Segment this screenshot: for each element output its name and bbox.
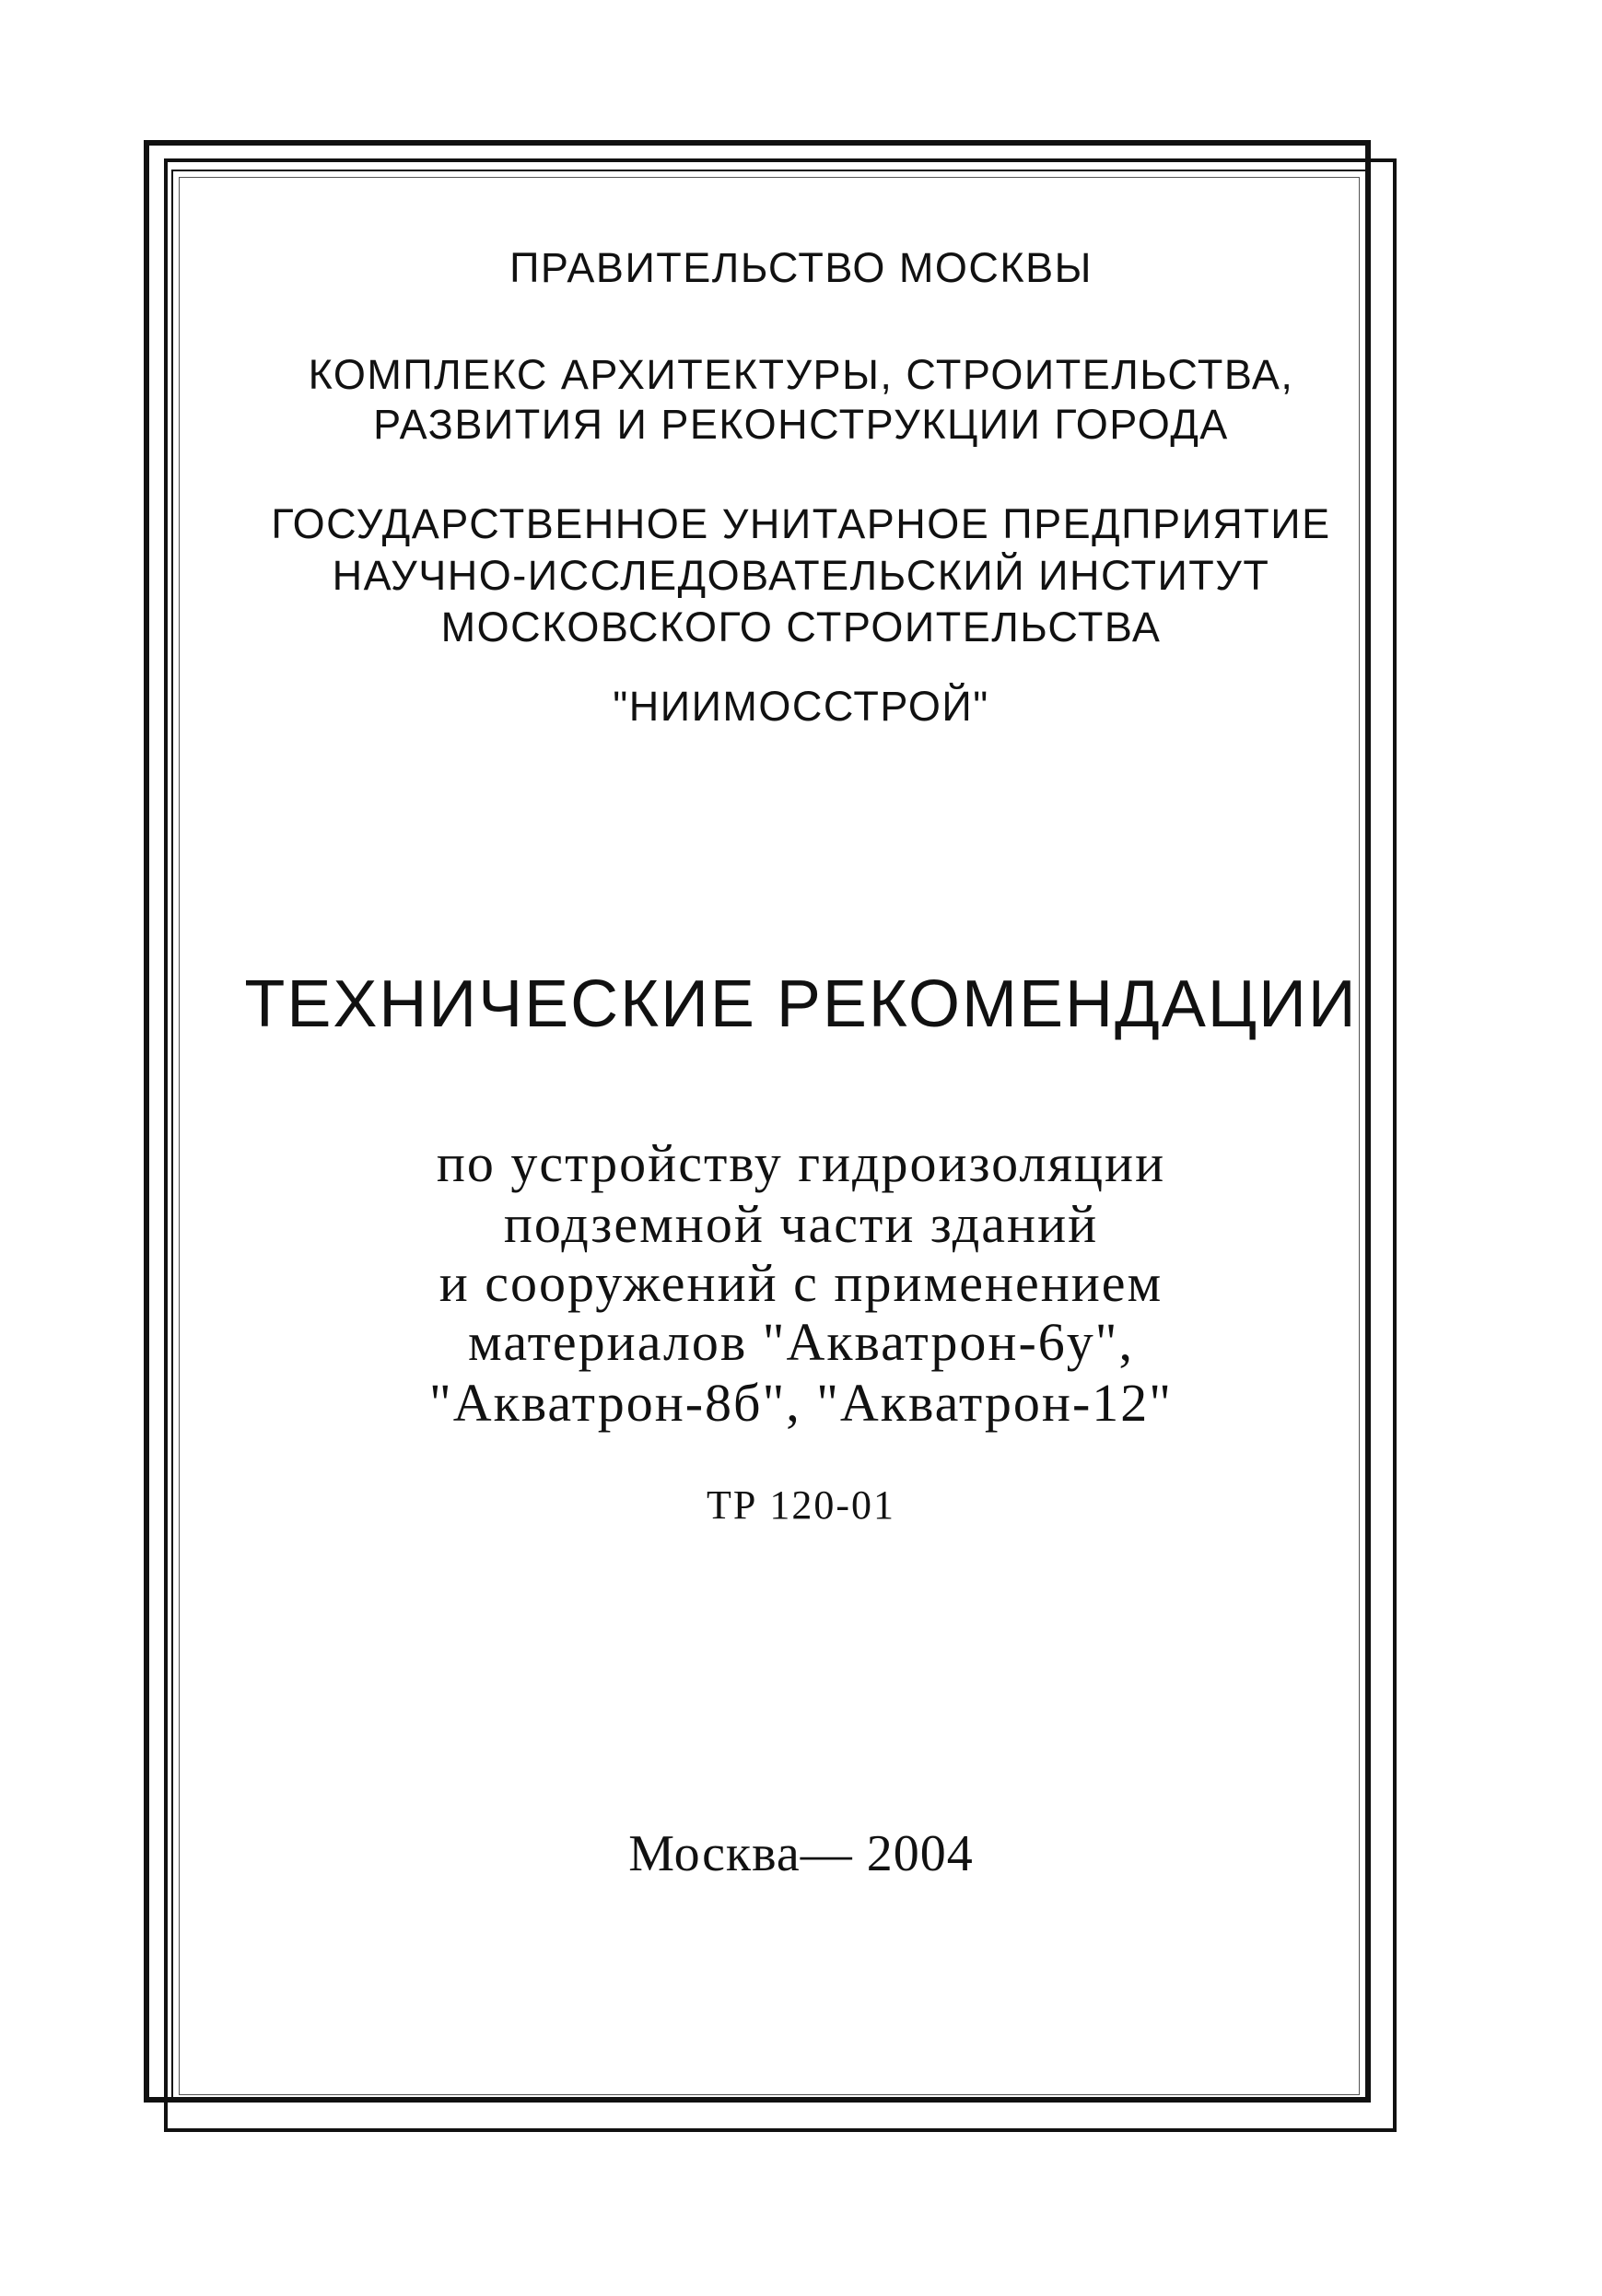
- subtitle-line2: подземной части зданий: [503, 1194, 1099, 1254]
- subtitle-line1: по устройству гидроизоляции: [436, 1133, 1166, 1193]
- document-code: ТР 120-01: [707, 1482, 895, 1528]
- institute-name: "НИИМОССТРОЙ": [613, 683, 989, 730]
- complex-heading-line1: КОМПЛЕКС АРХИТЕКТУРЫ, СТРОИТЕЛЬСТВА,: [308, 351, 1294, 398]
- document-title: ТЕХНИЧЕСКИЕ РЕКОМЕНДАЦИИ: [244, 967, 1358, 1041]
- enterprise-heading-line1: ГОСУДАРСТВЕННОЕ УНИТАРНОЕ ПРЕДПРИЯТИЕ: [271, 500, 1331, 547]
- government-heading: ПРАВИТЕЛЬСТВО МОСКВЫ: [509, 244, 1093, 291]
- enterprise-heading-line2: НАУЧНО-ИССЛЕДОВАТЕЛЬСКИЙ ИНСТИТУТ: [332, 552, 1270, 599]
- subtitle-line5: "Акватрон-8б", "Акватрон-12": [429, 1373, 1173, 1433]
- complex-heading-line2: РАЗВИТИЯ И РЕКОНСТРУКЦИИ ГОРОДА: [373, 401, 1229, 448]
- subtitle-line3: и сооружений с применением: [439, 1253, 1163, 1313]
- subtitle-line4: материалов "Акватрон-6у",: [468, 1312, 1134, 1372]
- enterprise-heading-line3: МОСКОВСКОГО СТРОИТЕЛЬСТВА: [440, 603, 1162, 650]
- place-and-year: Москва— 2004: [628, 1825, 974, 1882]
